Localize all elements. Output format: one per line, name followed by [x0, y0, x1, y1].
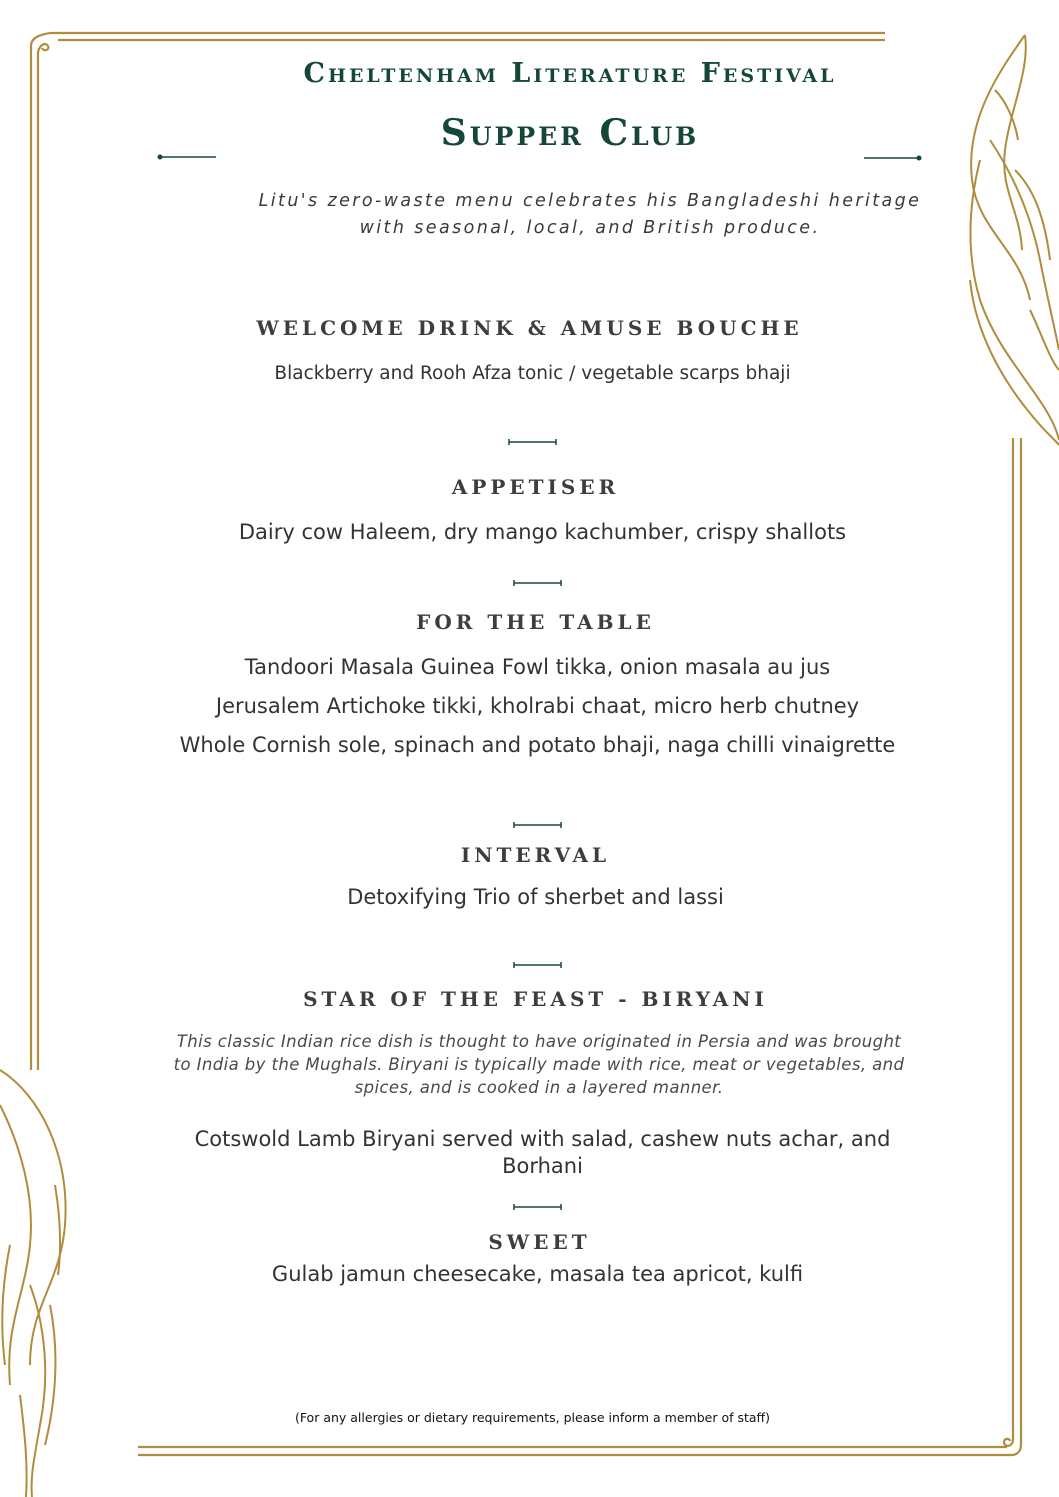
menu-item-appetiser: Dairy cow Haleem, dry mango kachumber, crispy shallots: [238, 520, 847, 544]
festival-title: Cheltenham Literature Festival: [303, 58, 837, 89]
event-title: Supper Club: [440, 112, 700, 154]
section-heading-appetiser: APPETISER: [451, 475, 620, 499]
biryani-note-line-3: spices, and is cooked in a layered manner.: [354, 1078, 724, 1097]
section-heading-biryani: STAR OF THE FEAST - BIRYANI: [303, 987, 768, 1011]
menu-intro: [45, 188, 1059, 242]
section-heading-sweet: SWEET: [488, 1230, 591, 1254]
biryani-item-line-1: Cotswold Lamb Biryani served with salad, cashew nuts achar, and: [194, 1127, 891, 1151]
menu-item-biryani: [13, 1126, 1059, 1180]
section-divider: [513, 820, 563, 830]
title-divider-right: [862, 153, 924, 163]
section-divider: [513, 960, 563, 970]
biryani-description: [65, 1030, 1013, 1099]
leaf-illustration-top-right-icon: [960, 30, 1059, 460]
menu-item-artichoke: Jerusalem Artichoke tikki, kholrabi chaat, micro herb chutney: [215, 694, 860, 718]
section-heading-for-the-table: FOR THE TABLE: [416, 610, 655, 634]
biryani-note-line-1: This classic Indian rice dish is thought to have originated in Persia and was brought: [176, 1032, 902, 1051]
allergy-footer-note: (For any allergies or dietary requirements, please inform a member of staff): [294, 1410, 771, 1425]
intro-line-2: with seasonal, local, and British produce.: [359, 218, 821, 238]
biryani-note-line-2: to India by the Mughals. Biryani is typically made with rice, meat or vegetables, and: [173, 1055, 905, 1074]
intro-line-1: Litu's zero-waste menu celebrates his Bangladeshi heritage: [258, 191, 922, 211]
section-heading-interval: INTERVAL: [460, 843, 611, 867]
section-divider: [513, 1202, 563, 1212]
title-divider-left: [156, 152, 218, 162]
section-heading-welcome: WELCOME DRINK & AMUSE BOUCHE: [256, 316, 803, 340]
menu-list-for-the-table: [8, 648, 1059, 765]
menu-item-cornish-sole: Whole Cornish sole, spinach and potato bhaji, naga chilli vinaigrette: [179, 733, 896, 757]
section-divider: [513, 578, 563, 588]
menu-item-sweet: Gulab jamun cheesecake, masala tea apricot, kulfi: [271, 1262, 804, 1286]
menu-item-interval: Detoxifying Trio of sherbet and lassi: [347, 885, 724, 909]
biryani-item-line-2: Borhani: [502, 1154, 583, 1178]
menu-item-guinea-fowl: Tandoori Masala Guinea Fowl tikka, onion masala au jus: [244, 655, 831, 679]
section-divider: [508, 437, 558, 447]
menu-item-welcome: Blackberry and Rooh Afza tonic / vegetable scarps bhaji: [274, 363, 791, 384]
